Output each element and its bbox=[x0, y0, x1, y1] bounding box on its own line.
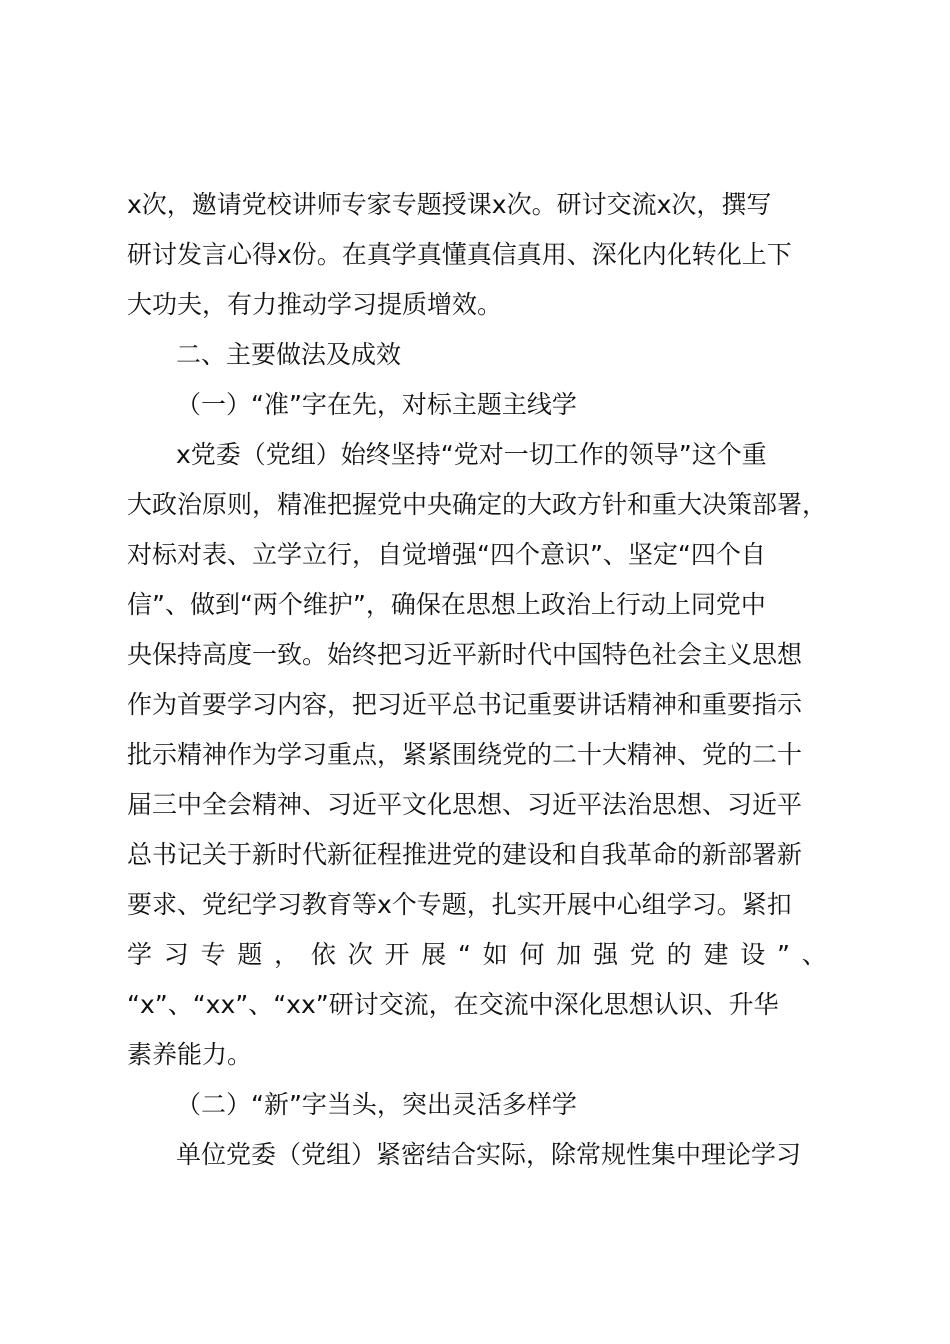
text-line: x党委（党组）始终坚持“党对一切工作的领导”这个重 bbox=[176, 440, 767, 469]
spaced-char: 设 bbox=[740, 940, 766, 969]
text-line: 大政治原则，精准把握党中央确定的大政方针和重大决策部署， bbox=[127, 490, 828, 519]
text-line: 单位党委（党组）紧密结合实际，除常规性集中理论学习 bbox=[176, 1140, 802, 1169]
text-line: 研讨发言心得x份。在真学真懂真信真用、深化内化转化上下 bbox=[127, 240, 792, 269]
subsection-heading: （一）“准”字在先，对标主题主线学 bbox=[176, 390, 577, 419]
text-line: “x”、“xx”、“xx”研讨交流，在交流中深化思想认识、升华 bbox=[127, 990, 779, 1019]
spaced-char: 建 bbox=[703, 940, 729, 969]
text-line: 总书记关于新时代新征程推进党的建设和自我革命的新部署新 bbox=[127, 840, 803, 869]
section-heading: 二、主要做法及成效 bbox=[176, 340, 402, 369]
spaced-char: 依 bbox=[310, 940, 336, 969]
text-line: 作为首要学习内容，把习近平总书记重要讲话精神和重要指示 bbox=[127, 690, 803, 719]
spaced-char: 专 bbox=[200, 940, 226, 969]
spaced-char: 何 bbox=[519, 940, 545, 969]
spaced-char: 党 bbox=[629, 940, 655, 969]
text-line: 届三中全会精神、习近平文化思想、习近平法治思想、习近平 bbox=[127, 790, 803, 819]
spaced-char: 加 bbox=[556, 940, 582, 969]
spaced-char: “ bbox=[458, 940, 471, 969]
spaced-char: ， bbox=[274, 940, 300, 969]
text-line: 要求、党纪学习教育等x个专题，扎实开展中心组学习。紧扣 bbox=[127, 890, 792, 919]
spaced-char: 次 bbox=[347, 940, 373, 969]
spaced-char: 展 bbox=[421, 940, 447, 969]
text-line: x次，邀请党校讲师专家专题授课x次。研讨交流x次，撰写 bbox=[127, 190, 772, 219]
spaced-char: 题 bbox=[237, 940, 263, 969]
text-line: 批示精神作为学习重点，紧紧围绕党的二十大精神、党的二十 bbox=[127, 740, 803, 769]
text-line: 信”、做到“两个维护”，确保在思想上政治上行动上同党中 bbox=[127, 590, 766, 619]
spaced-char: 习 bbox=[163, 940, 189, 969]
spaced-char: 开 bbox=[384, 940, 410, 969]
text-line: 央保持高度一致。始终把习近平新时代中国特色社会主义思想 bbox=[127, 640, 803, 669]
spaced-char: 、 bbox=[801, 940, 827, 969]
spaced-char: 学 bbox=[127, 940, 153, 969]
spaced-char: ” bbox=[777, 940, 790, 969]
text-line: 素养能力。 bbox=[127, 1040, 253, 1069]
text-line: 大功夫，有力推动学习提质增效。 bbox=[127, 290, 503, 319]
spaced-char: 强 bbox=[593, 940, 619, 969]
spaced-char: 如 bbox=[482, 940, 508, 969]
subsection-heading: （二）“新”字当头，突出灵活多样学 bbox=[176, 1090, 577, 1119]
spaced-char: 的 bbox=[666, 940, 692, 969]
spaced-text-line bbox=[127, 938, 827, 972]
text-line: 对标对表、立学立行，自觉增强“四个意识”、坚定“四个自 bbox=[127, 540, 766, 569]
